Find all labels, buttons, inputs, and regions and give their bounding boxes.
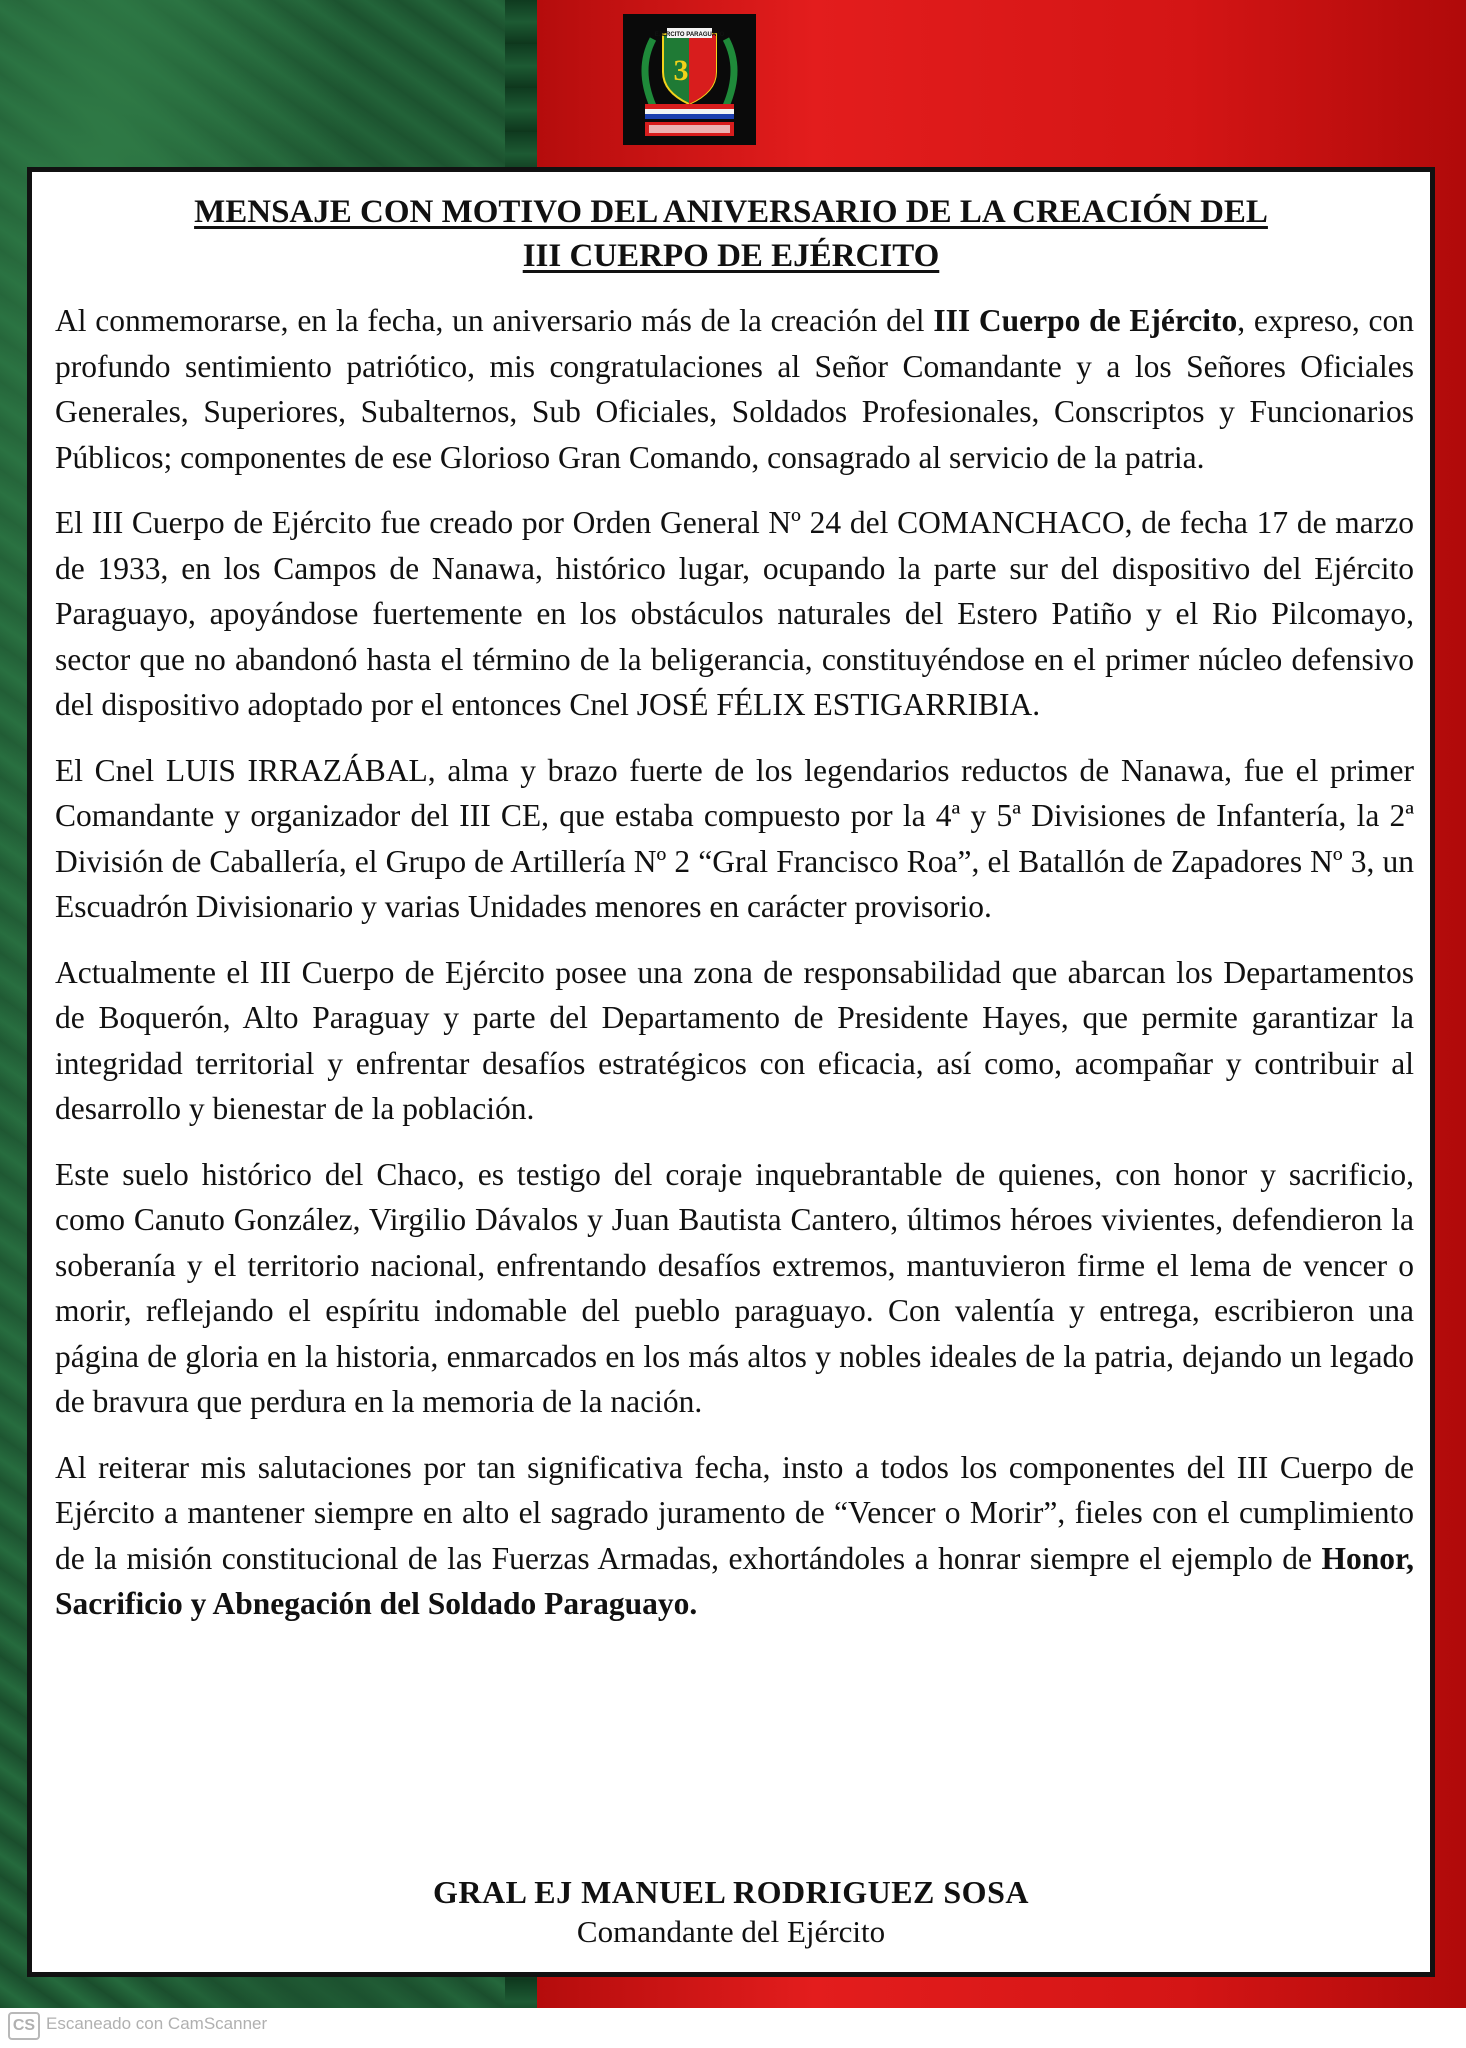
title-line-2: III CUERPO DE EJÉRCITO — [522, 238, 940, 274]
paragraph-1: Al conmemorarse, en la fecha, un aniversario más de la creación del III Cuerpo de Ejército, expreso, con profundo sentimiento patriótico, mis congratulaciones al Señor Comandante y a los Señores Oficiales Generales, Superiores, Subalternos, Sub Oficiales, Soldados Profesionales, Conscriptos y Funcionarios Públicos; componentes de ese Glorioso Gran Comando, consagrado al servicio de la patria. — [55, 303, 1415, 475]
signature-block — [32, 1872, 1430, 1952]
paragraph-6: Al reiterar mis salutaciones por tan significativa fecha, insto a todos los componentes del III Cuerpo de Ejército a mantener siempre en alto el sagrado juramento de “Vencer o Morir”, fieles con el cumplimiento de la misión constitucional de las Fuerzas Armadas, exhortándoles a honrar siempre el ejemplo de Honor, Sacrificio y Abnegación del Soldado Paraguayo. — [55, 1449, 1414, 1621]
paragraph-2: El III Cuerpo de Ejército fue creado por Orden General Nº 24 del COMANCHACO, de fecha 17 de marzo de 1933, en los Campos de Nanawa, histórico lugar, ocupando la parte sur del dispositivo del Ejército Paraguayo, apoyándose fuertemente en los obstáculos naturales del Estero Patiño y el Rio Pilcomayo, sector que no abandonó hasta el término de la beligerancia, constituyéndose en el primer núcleo defensivo del dispositivo adoptado por el entonces Cnel JOSÉ FÉLIX ESTIGARRIBIA. — [55, 505, 1414, 722]
message-panel — [27, 167, 1435, 1977]
svg-text:3: 3 — [673, 54, 689, 87]
document-title — [32, 190, 1430, 278]
emblem-icon — [623, 14, 756, 145]
paragraph-3: El Cnel LUIS IRRAZÁBAL, alma y brazo fuerte de los legendarios reductos de Nanawa, fue el primer Comandante y organizador del III CE, que estaba compuesto por la 4ª y 5ª Divisiones de Infantería, la 2ª División de Caballería, el Grupo de Artillería Nº 2 “Gral Francisco Roa”, el Batallón de Zapadores Nº 3, un Escuadrón Divisionario y varias Unidades menores en carácter provisorio. — [55, 752, 1414, 924]
signature-name: GRAL EJ MANUEL RODRIGUEZ SOSA — [433, 1874, 1029, 1910]
message-body — [55, 298, 1414, 1647]
scanner-watermark-text: Escaneado con CamScanner — [46, 2014, 268, 2033]
army-corps-emblem — [623, 14, 756, 145]
svg-text:EJERCITO PARAGUAYO: EJERCITO PARAGUAYO — [654, 32, 725, 38]
camscanner-logo-icon: CS — [8, 2012, 40, 2040]
paragraph-4: Actualmente el III Cuerpo de Ejército posee una zona de responsabilidad que abarcan los Departamentos de Boquerón, Alto Paraguay y parte del Departamento de Presidente Hayes, que permite garantizar la integridad territorial y enfrentar desafíos estratégicos con eficacia, así como, acompañar y contribuir al desarrollo y bienestar de la población. — [55, 954, 1414, 1126]
title-line-1: MENSAJE CON MOTIVO DEL ANIVERSARIO DE LA CREACIÓN DEL — [194, 194, 1268, 230]
paragraph-5: Este suelo histórico del Chaco, es testigo del coraje inquebrantable de quienes, con honor y sacrificio, como Canuto González, Virgilio Dávalos y Juan Bautista Cantero, últimos héroes vivientes, defendieron la soberanía y el territorio nacional, enfrentando desafíos extremos, mantuvieron firme el lema de vencer o morir, reflejando el espíritu indomable del pueblo paraguayo. Con valentía y entrega, escribieron una página de gloria en la historia, enmarcados en los más altos y nobles ideales de la patria, dejando un legado de bravura que perdura en la memoria de la nación. — [55, 1156, 1414, 1419]
signature-role: Comandante del Ejército — [576, 1914, 886, 1949]
